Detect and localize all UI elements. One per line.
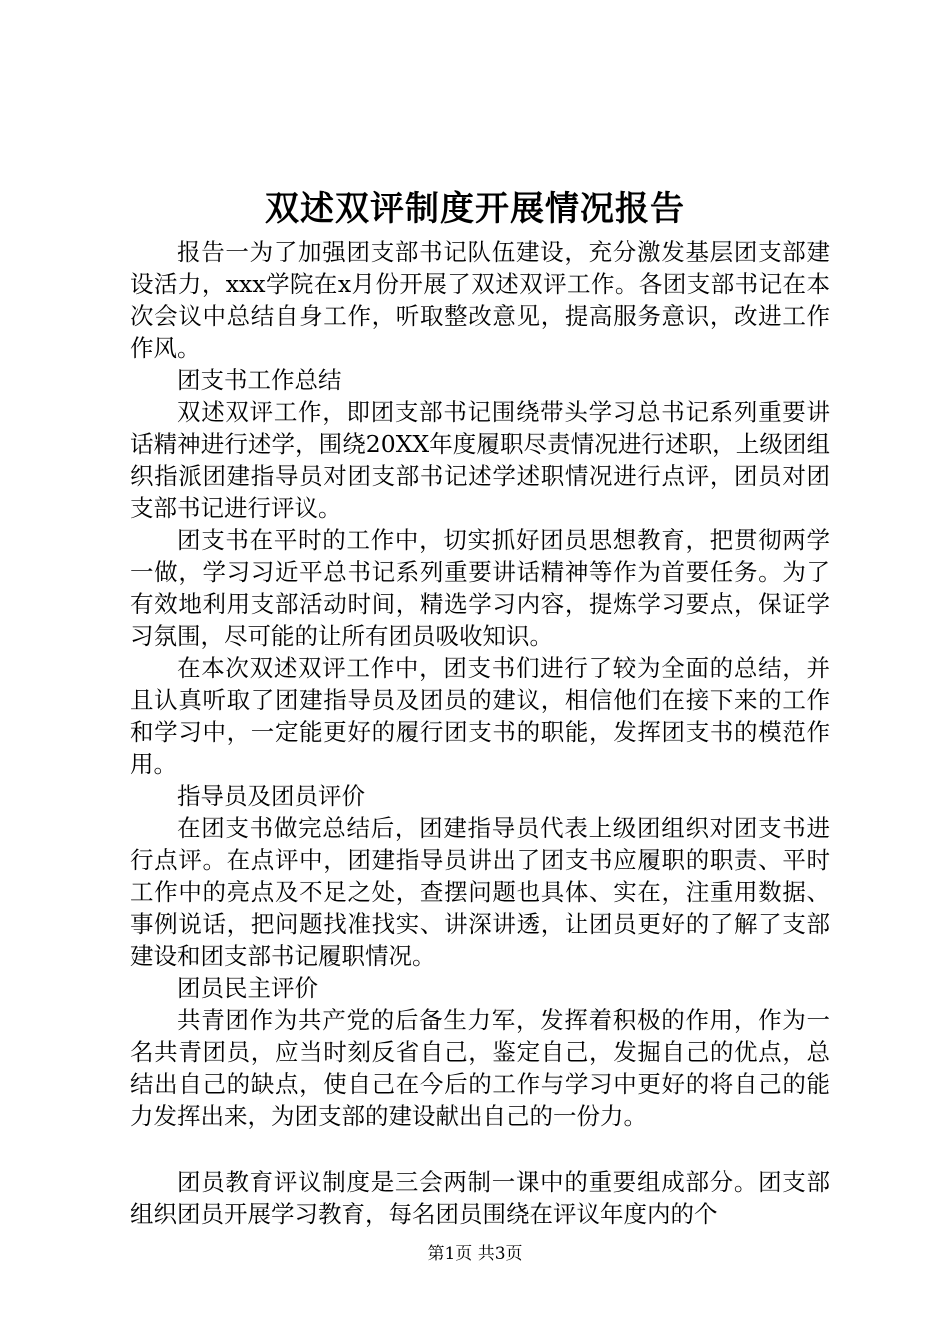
section-heading-evaluation: 指导员及团员评价 [177, 782, 365, 810]
page-number-footer: 第1页 共3页 [427, 1244, 523, 1264]
paragraph: 在本次双述双评工作中，团支书们进行了较为全面的总结，并且认真听取了团建指导员及团员的建议，相信他们在接下来的工作和学习中，一定能更好的履行团支书的职能，发挥团支书的模范作用。 [130, 654, 830, 778]
section-heading-summary: 团支书工作总结 [177, 366, 342, 394]
paragraph: 团支书在平时的工作中，切实抓好团员思想教育，把贯彻两学一做，学习习近平总书记系列重要讲话精神等作为首要任务。为了有效地利用支部活动时间，精选学习内容，提炼学习要点，保证学习氛围，尽可能的让所有团员吸收知识。 [130, 526, 830, 650]
paragraph: 共青团作为共产党的后备生力军，发挥着积极的作用，作为一名共青团员，应当时刻反省自己，鉴定自己，发掘自己的优点，总结出自己的缺点，使自己在今后的工作与学习中更好的将自己的能力发挥出来，为团支部的建设献出自己的一份力。 [130, 1006, 830, 1130]
paragraph-intro: 报告一为了加强团支部书记队伍建设，充分激发基层团支部建设活力，xxx学院在x月份开展了双述双评工作。各团支部书记在本次会议中总结自身工作，听取整改意见，提高服务意识，改进工作作风。 [130, 238, 830, 362]
section-heading-democratic-evaluation: 团员民主评价 [177, 974, 318, 1002]
document-title: 双述双评制度开展情况报告 [265, 189, 685, 229]
paragraph: 团员教育评议制度是三会两制一课中的重要组成部分。团支部组织团员开展学习教育，每名团员围绕在评议年度内的个 [130, 1168, 830, 1228]
paragraph-spacer [130, 1132, 830, 1166]
document-body [130, 236, 830, 1230]
paragraph: 在团支书做完总结后，团建指导员代表上级团组织对团支书进行点评。在点评中，团建指导员讲出了团支书应履职的职责、平时工作中的亮点及不足之处，查摆问题也具体、实在，注重用数据、事例说话，把问题找准找实、讲深讲透，让团员更好的了解了支部建设和团支部书记履职情况。 [130, 814, 830, 970]
paragraph: 双述双评工作，即团支部书记围绕带头学习总书记系列重要讲话精神进行述学，围绕20XX年度履职尽责情况进行述职，上级团组织指派团建指导员对团支部书记述学述职情况进行点评，团员对团支部书记进行评议。 [130, 398, 830, 522]
